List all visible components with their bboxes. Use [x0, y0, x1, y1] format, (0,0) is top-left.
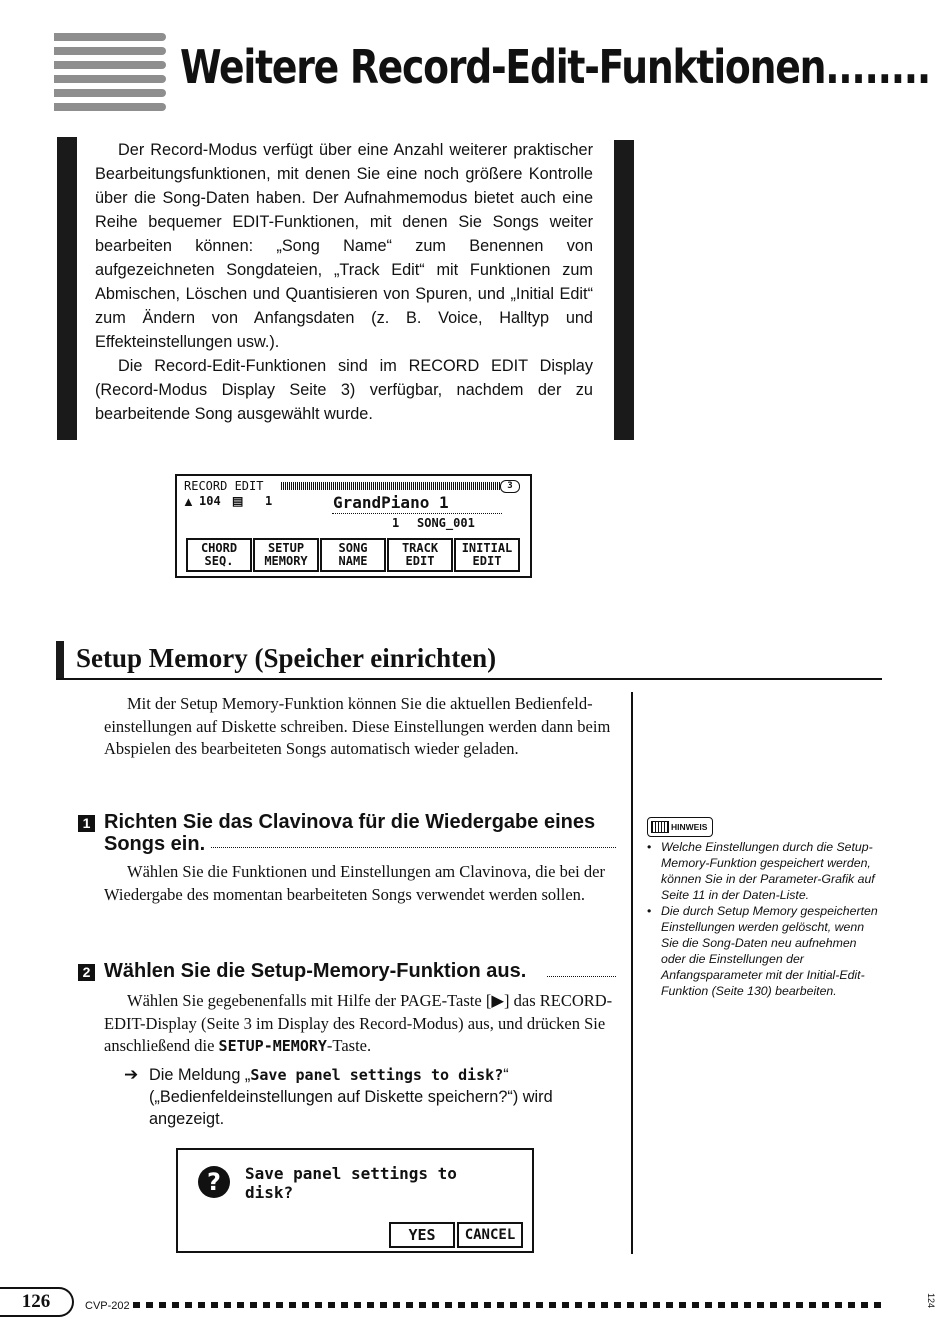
header-stripe-logo	[54, 33, 166, 111]
lcd-mode-label: RECORD EDIT	[184, 479, 264, 493]
step-1-body: Wählen Sie die Funktionen und Einstellungen am Clavinova, die bei der Wiedergabe des momentan bearbeiteten Songs verwendet werden sollen.	[104, 862, 605, 904]
lcd-song-name: SONG_001	[417, 516, 475, 530]
question-icon: ?	[198, 1166, 230, 1198]
dialog-message-line-2: disk?	[245, 1183, 294, 1202]
intro-text	[95, 138, 593, 426]
record-edit-display	[175, 474, 532, 578]
note-icon	[651, 821, 669, 833]
lcd-voice-underline	[332, 513, 502, 514]
intro-paragraph-1: Der Record-Modus verfügt über eine Anzahl weiterer praktischer Bearbeitungsfunktionen, mit denen Sie eine noch größere Kontrolle über die Song-Daten haben. Der Aufnahmemodus bietet auch eine Reihe bequemer EDIT-Funktionen, mit denen Sie Songs weiter bearbeiten können: „Song Name“ zum Benennen von aufgezeichneten Songdateien, „Track Edit“ mit Funktionen zum Abmischen, Löschen und Quantisieren von Spuren, und „Initial Edit“ zum Ändern von Anfangsdaten (z. B. Voice, Halltyp und Effekteinstellungen usw.).	[95, 141, 593, 351]
track-edit-button[interactable]: TRACK EDIT	[387, 538, 453, 572]
section-rule	[56, 678, 882, 680]
intro-left-bar	[57, 137, 77, 440]
step-2-heading: Wählen Sie die Setup-Memory-Funktion aus.	[104, 960, 527, 982]
metronome-icon: ▲	[182, 494, 195, 509]
hinweis-badge	[647, 817, 713, 837]
section-intro: Mit der Setup Memory-Funktion können Sie die aktuellen Bedienfeld-einstellungen auf Diskette schreiben. Diese Einstellungen werden dann beim Abspielen des bearbeiteten Songs automatisch wieder geladen.	[104, 694, 611, 758]
save-dialog-display	[176, 1148, 534, 1253]
lcd-tempo: 104	[199, 494, 221, 508]
result-message: Save panel settings to disk?	[250, 1066, 504, 1084]
step-1-leader-dots	[211, 847, 616, 848]
lcd-song-number: 1	[392, 516, 400, 530]
chord-seq-button[interactable]: CHORD SEQ.	[186, 538, 252, 572]
model-label: CVP-202	[85, 1300, 130, 1312]
lcd-voice-name: GrandPiano 1	[333, 493, 449, 512]
measure-icon: ▤	[232, 494, 244, 508]
result-arrow-icon: ➔	[124, 1065, 139, 1085]
song-name-button[interactable]: SONG NAME	[320, 538, 386, 572]
step-2-number: 2	[78, 964, 95, 981]
lcd-page-indicator: 3	[500, 480, 520, 493]
lcd-dither-bar	[281, 482, 501, 490]
page-number: 126	[21, 1291, 51, 1312]
initial-edit-button[interactable]: INITIAL EDIT	[454, 538, 520, 572]
setup-memory-key-label: SETUP-MEMORY	[218, 1037, 327, 1055]
step-2-result: Die Meldung „Save panel settings to disk?“ („Bedienfeldeinstellungen auf Diskette speichern?“) wird angezeigt.	[149, 1066, 553, 1128]
step-2-body: Wählen Sie gegebenenfalls mit Hilfe der PAGE-Taste [▶] das RECORD-EDIT-Display (Seite 3 im Display des Record-Modus) aus, und drücken Sie anschließend die SETUP-MEMORY-Taste.	[104, 991, 613, 1055]
side-page-number: 124	[926, 1293, 936, 1309]
step-1-number: 1	[78, 815, 95, 832]
step-1-heading-line-2: Songs ein.	[104, 833, 206, 855]
page-number-tab	[0, 1287, 74, 1317]
cancel-button[interactable]: CANCEL	[457, 1222, 523, 1248]
step-2-leader-dots	[547, 976, 616, 977]
page-title: Weitere Record-Edit-Funktionen........	[180, 40, 930, 94]
hinweis-label: HINWEIS	[671, 822, 708, 832]
note-item: • Welche Einstellungen durch die Setup-Memory-Funktion gespeichert werden, können Sie in der Parameter-Grafik auf Seite 11 in der Daten-Liste.	[647, 839, 883, 903]
column-divider	[631, 692, 633, 1254]
note-item: • Die durch Setup Memory gespeicherten Einstellungen werden gelöscht, wenn Sie die Song-Daten neu aufnehmen oder die Einstellungen der Anfangsparameter mit der Initial-Edit-Funktion (Seite 130) bearbeiten.	[647, 903, 883, 999]
intro-paragraph-2: Die Record-Edit-Funktionen sind im RECORD EDIT Display (Record-Modus Display Seite 3) verfügbar, nachdem der zu bearbeitende Song ausgewählt wurde.	[95, 357, 593, 423]
setup-memory-button[interactable]: SETUP MEMORY	[253, 538, 319, 572]
dialog-message-line-1: Save panel settings to	[245, 1164, 457, 1183]
step-1-heading-line-1: Richten Sie das Clavinova für die Wiedergabe eines	[104, 811, 596, 833]
intro-right-bar	[614, 140, 634, 440]
section-title: Setup Memory (Speicher einrichten)	[76, 643, 497, 673]
yes-button[interactable]: YES	[389, 1222, 455, 1248]
note-list	[647, 839, 883, 999]
lcd-measure: 1	[265, 494, 273, 508]
footer-dotted-line	[133, 1302, 883, 1308]
section-marker	[56, 641, 64, 679]
